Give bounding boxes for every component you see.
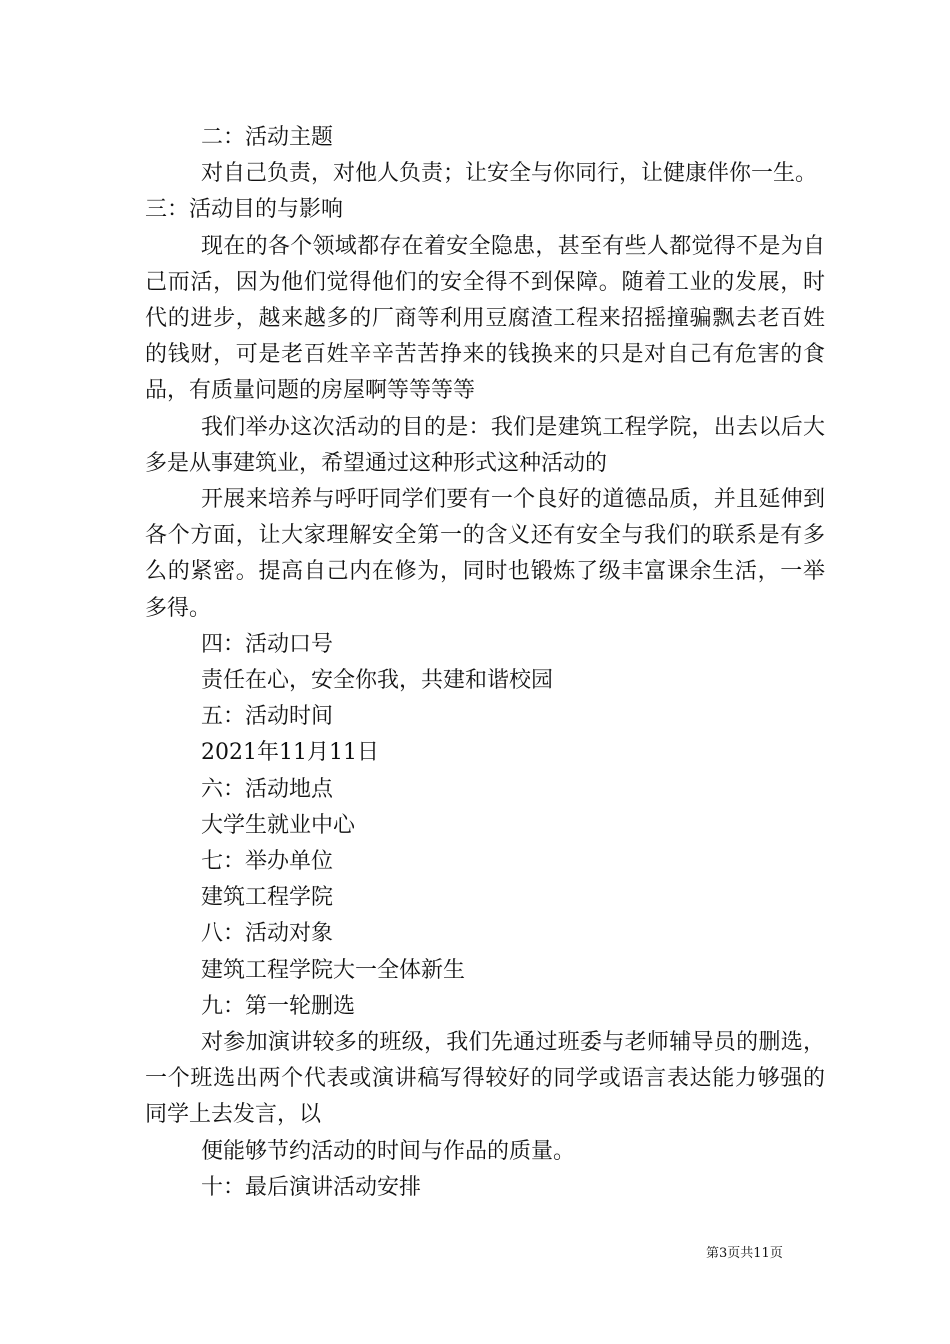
section-heading-final-arrangement: 十：最后演讲活动安排: [201, 1174, 422, 1200]
purpose-paragraph-3: 开展来培养与呼吁同学们要有一个良好的道德品质，并且延伸到各个方面，让大家理解安全第一的含义还有安全与我们的联系是有多么的紧密。提高自己内在修为，同时也锻炼了级丰富课余生活，一举多得。: [145, 487, 825, 621]
section-heading-time: 五：活动时间: [201, 704, 334, 730]
section-heading-organizer: 七：举办单位: [201, 849, 334, 875]
section-heading-location: 六：活动地点: [201, 776, 334, 802]
page-footer: 第3页共11页: [706, 1246, 783, 1261]
location-text: 大学生就业中心: [201, 812, 356, 838]
section-heading-first-round: 九：第一轮删选: [201, 993, 356, 1019]
slogan-text: 责任在心，安全你我，共建和谐校园: [201, 668, 554, 694]
section-heading-slogan: 四：活动口号: [201, 631, 334, 657]
time-text: 2021年11月11日: [201, 740, 379, 766]
purpose-paragraph-1: 现在的各个领域都存在着安全隐患，甚至有些人都觉得不是为自己而活，因为他们觉得他们的安全得不到保障。随着工业的发展，时代的进步，越来越多的厂商等利用豆腐渣工程来招摇撞骗飘去老百姓的钱财，可是老百姓辛辛苦苦挣来的钱换来的只是对自己有危害的食品，有质量问题的房屋啊等等等等: [145, 233, 825, 404]
organizer-text: 建筑工程学院: [201, 885, 334, 911]
audience-text: 建筑工程学院大一全体新生: [201, 957, 466, 983]
first-round-paragraph-1: 对参加演讲较多的班级，我们先通过班委与老师辅导员的删选，一个班选出两个代表或演讲稿写得较好的同学或语言表达能力够强的同学上去发言，以: [145, 1030, 825, 1128]
section-heading-audience: 八：活动对象: [201, 921, 334, 947]
purpose-paragraph-2: 我们举办这次活动的目的是：我们是建筑工程学院，出去以后大多是从事建筑业，希望通过这种形式这种活动的: [145, 414, 825, 476]
section-heading-theme: 二：活动主题: [201, 125, 334, 150]
theme-text: 对自己负责，对他人负责；让安全与你同行，让健康伴你一生。: [201, 161, 818, 187]
section-heading-purpose: 三：活动目的与影响: [145, 197, 344, 223]
first-round-paragraph-2: 便能够节约活动的时间与作品的质量。: [201, 1138, 576, 1164]
document-body: [145, 120, 825, 1206]
